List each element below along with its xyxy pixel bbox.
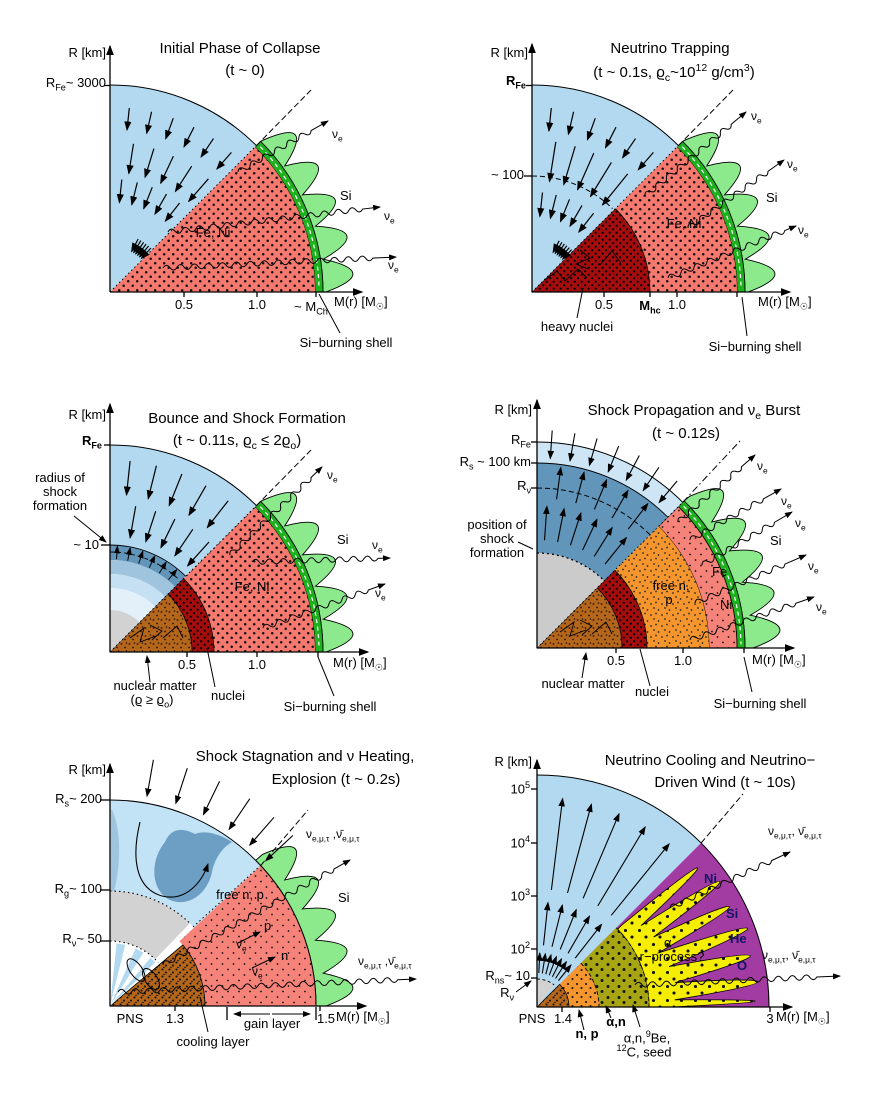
alpha-n-label: α,n bbox=[606, 1014, 626, 1029]
panel-shock-stagnation bbox=[0, 730, 440, 1094]
x-tick-mch: ~ $M_{Ch}$ bbox=[294, 299, 328, 317]
neutron-label: n bbox=[281, 948, 289, 963]
shock-radius-label: radius of bbox=[35, 470, 85, 485]
y-axis-label: R [km] bbox=[68, 407, 106, 422]
fe-label: Fe bbox=[712, 564, 728, 579]
gain-layer-label: gain layer bbox=[243, 1016, 301, 1031]
x-axis-label: M(r) $[M_☉]$ bbox=[334, 294, 388, 312]
nu-e-label: $\nu_e$ bbox=[384, 209, 395, 226]
si-burning-shell-label: Si−burning shell bbox=[708, 339, 802, 354]
panel-title: Shock Stagnation and ν Heating, bbox=[195, 748, 415, 765]
nu-e-label: $\nu_e$ bbox=[781, 494, 792, 511]
nu-e-label: $\nu_e$ bbox=[327, 468, 338, 485]
np-label: n, p bbox=[575, 1026, 599, 1041]
y-tick-1e2: $10^2$ bbox=[510, 940, 530, 957]
r-shock-label: $R_s$ ~ 100 km bbox=[459, 454, 531, 472]
alpha-n-be-label: α,n,$^9$Be, bbox=[623, 1029, 671, 1046]
nu-e-label: $\nu_e$ bbox=[808, 559, 819, 576]
y-tick-1e3: $10^3$ bbox=[510, 887, 530, 904]
fe-ni-label: Fe, Ni bbox=[234, 579, 270, 594]
nu-e-label: $\nu_e$ bbox=[816, 600, 827, 617]
panel-bounce-shock bbox=[0, 370, 440, 735]
cooling-layer-label: cooling layer bbox=[176, 1034, 250, 1049]
nu-e-label: $\nu_e$ bbox=[795, 516, 806, 533]
si-burning-shell-label: Si−burning shell bbox=[299, 335, 393, 350]
proton-label: p bbox=[264, 918, 272, 933]
he-label: He bbox=[730, 931, 747, 946]
x-axis-label: M(r) $[M_☉]$ bbox=[758, 294, 812, 312]
r-ns-label: $R_{ns}\sim$ 10 bbox=[485, 968, 530, 986]
nu-e-label: $\nu_e$ bbox=[372, 538, 383, 555]
y-axis-label: R [km] bbox=[494, 754, 532, 769]
x-tick-0-5: 0.5 bbox=[594, 297, 614, 312]
panel-subtitle: (t ~ 0.12s) bbox=[652, 425, 720, 442]
nu-all-flavors-label: $\nu_{e,\mu,\tau}$ $,\nū_{e,\mu,\tau}$ bbox=[306, 827, 360, 844]
panel-title: Neutrino Cooling and Neutrino− bbox=[604, 752, 816, 769]
panel-title: Bounce and Shock Formation bbox=[148, 410, 346, 427]
shock-position-label: shock bbox=[480, 531, 514, 546]
alpha-label: α bbox=[664, 935, 672, 950]
x-tick-1-0: 1.0 bbox=[673, 653, 693, 668]
nu-e-label: $\nu_e$ bbox=[798, 223, 809, 240]
panel-subtitle: Driven Wind (t ~ 10s) bbox=[654, 774, 796, 791]
panel-title: Initial Phase of Collapse bbox=[159, 40, 321, 57]
panel-shock-propagation bbox=[440, 370, 879, 735]
si-burning-shell-label: Si−burning shell bbox=[713, 696, 807, 711]
nu-e-label: $\nu_e$ bbox=[757, 459, 768, 476]
r-100-label: ~ 100 bbox=[491, 167, 524, 182]
r-10-label: ~ 10 bbox=[73, 537, 99, 552]
fe-ni-label: Fe, Ni bbox=[195, 225, 231, 240]
si-label: Si bbox=[770, 533, 782, 548]
x-tick-1-3: 1.3 bbox=[165, 1011, 185, 1026]
pns-label: PNS bbox=[518, 1011, 546, 1026]
nu-e-label: $\nu_e$ bbox=[332, 127, 343, 144]
shock-radius-label: shock bbox=[43, 484, 77, 499]
panel-initial-collapse bbox=[0, 0, 440, 368]
si-label: Si bbox=[338, 890, 350, 905]
r-nu-label: $R_\nu\sim$ 50 bbox=[62, 931, 102, 949]
r-fe-label: $R_{Fe}$ bbox=[81, 433, 102, 451]
panel-neutrino-wind bbox=[440, 730, 879, 1094]
free-n-label: free n, bbox=[652, 578, 690, 593]
x-axis-label: M(r) $[M_☉]$ bbox=[333, 655, 387, 673]
si-label: Si bbox=[766, 190, 778, 205]
y-axis-label: R [km] bbox=[490, 45, 528, 60]
si-label: Si bbox=[726, 906, 739, 921]
r-process-label: r−process? bbox=[639, 949, 705, 964]
free-p-label: p bbox=[665, 592, 673, 607]
x-axis-label: M(r) $[M_☉]$ bbox=[336, 1009, 390, 1027]
x-tick-1-0: 1.0 bbox=[247, 657, 267, 672]
y-tick-1e5: $10^5$ bbox=[510, 780, 530, 797]
free-np-label: free n, p bbox=[216, 887, 264, 902]
nubar-e-label: $\nū_e$ bbox=[236, 937, 247, 954]
x-tick-0-5: 0.5 bbox=[174, 297, 194, 312]
y-axis-label: R [km] bbox=[68, 45, 106, 60]
nuclear-matter-label: nuclear matter bbox=[113, 678, 197, 693]
nu-e-label: $\nu_e$ bbox=[388, 258, 399, 275]
panel-title: Shock Propagation and $\nu_e$ Burst bbox=[587, 402, 801, 422]
panel-neutrino-trapping bbox=[440, 0, 879, 368]
nuclear-matter-density: $(ϱ \ge ϱ_o)$ bbox=[130, 692, 174, 710]
r-fe-label: $R_{Fe}$ bbox=[510, 432, 531, 450]
x-axis-label: M(r) $[M_☉]$ bbox=[752, 652, 806, 670]
r-fe-label: $R_{Fe}$ bbox=[505, 73, 526, 91]
y-axis-label: R [km] bbox=[68, 762, 106, 777]
panel-subtitle: (t ~ 0.1s, $ϱ_c\sim 10^{12}$ $g/cm^3$) bbox=[593, 62, 755, 84]
nuclear-matter-label: nuclear matter bbox=[541, 676, 625, 691]
nu-e-label: $\nu_e$ bbox=[787, 157, 798, 174]
o-label: O bbox=[737, 958, 748, 973]
x-axis-label: M(r) $[M_☉]$ bbox=[776, 1009, 830, 1027]
x-tick-mhc: $M_{hc}$ bbox=[639, 298, 661, 316]
panel-subtitle: (t ~ 0) bbox=[225, 62, 265, 79]
nu-e-label: $\nu_e$ bbox=[252, 964, 263, 981]
nu-e-label: $\nu_e$ bbox=[375, 586, 386, 603]
ni-label: Ni bbox=[704, 871, 717, 886]
x-tick-1-5: 1.5 bbox=[316, 1011, 336, 1026]
x-tick-3: 3 bbox=[766, 1011, 774, 1026]
x-tick-1-4: 1.4 bbox=[553, 1011, 573, 1026]
shock-position-label: formation bbox=[469, 545, 525, 560]
nu-e-label: $\nu_e$ bbox=[751, 109, 762, 126]
x-tick-0-5: 0.5 bbox=[177, 657, 197, 672]
si-label: Si bbox=[340, 188, 352, 203]
si-label: Si bbox=[337, 532, 349, 547]
r-shock-label: $R_s\sim$ 200 bbox=[55, 791, 102, 809]
r-gain-label: $R_g\sim$ 100 bbox=[54, 881, 102, 899]
ni-label: Ni bbox=[720, 597, 733, 612]
x-tick-1-0: 1.0 bbox=[667, 297, 687, 312]
shock-position-label: position of bbox=[467, 517, 527, 532]
nuclei-label: nuclei bbox=[635, 684, 669, 699]
fe-ni-label: Fe, Ni bbox=[666, 216, 702, 231]
r-nu-label: $R_\nu$ bbox=[500, 985, 514, 1003]
r-nu-label: $R_\nu$ bbox=[517, 478, 531, 496]
c12-seed-label: $^{12}$C, seed bbox=[616, 1043, 672, 1060]
nu-all-flavors-label: $\nu_{e,\mu,\tau}$ $,\nū_{e,\mu,\tau}$ bbox=[358, 954, 412, 971]
y-tick-1e4: $10^4$ bbox=[510, 834, 530, 851]
nuclei-label: nuclei bbox=[211, 688, 245, 703]
y-axis-label: R [km] bbox=[494, 402, 532, 417]
x-tick-1-0: 1.0 bbox=[247, 297, 267, 312]
panel-subtitle: Explosion (t ~ 0.2s) bbox=[271, 771, 401, 788]
r-fe-label: $R_{Fe}\sim$ 3000 bbox=[45, 75, 106, 93]
si-burning-shell-label: Si−burning shell bbox=[283, 699, 377, 714]
panel-title: Neutrino Trapping bbox=[610, 40, 730, 57]
panel-subtitle: (t ~ 0.11s, $ϱ_c \le 2ϱ_o$) bbox=[172, 432, 302, 452]
nu-all-flavors-label: $\nu_{e,\mu,\tau}$, $\nū_{e,\mu,\tau}$ bbox=[768, 824, 822, 841]
pns-label: PNS bbox=[116, 1011, 144, 1026]
shock-radius-label: formation bbox=[32, 498, 88, 513]
x-tick-0-5: 0.5 bbox=[606, 653, 626, 668]
heavy-nuclei-label: heavy nuclei bbox=[540, 319, 614, 334]
nu-all-flavors-label: $\nu_{e,\mu,\tau}$, $\nū_{e,\mu,\tau}$ bbox=[762, 948, 816, 965]
